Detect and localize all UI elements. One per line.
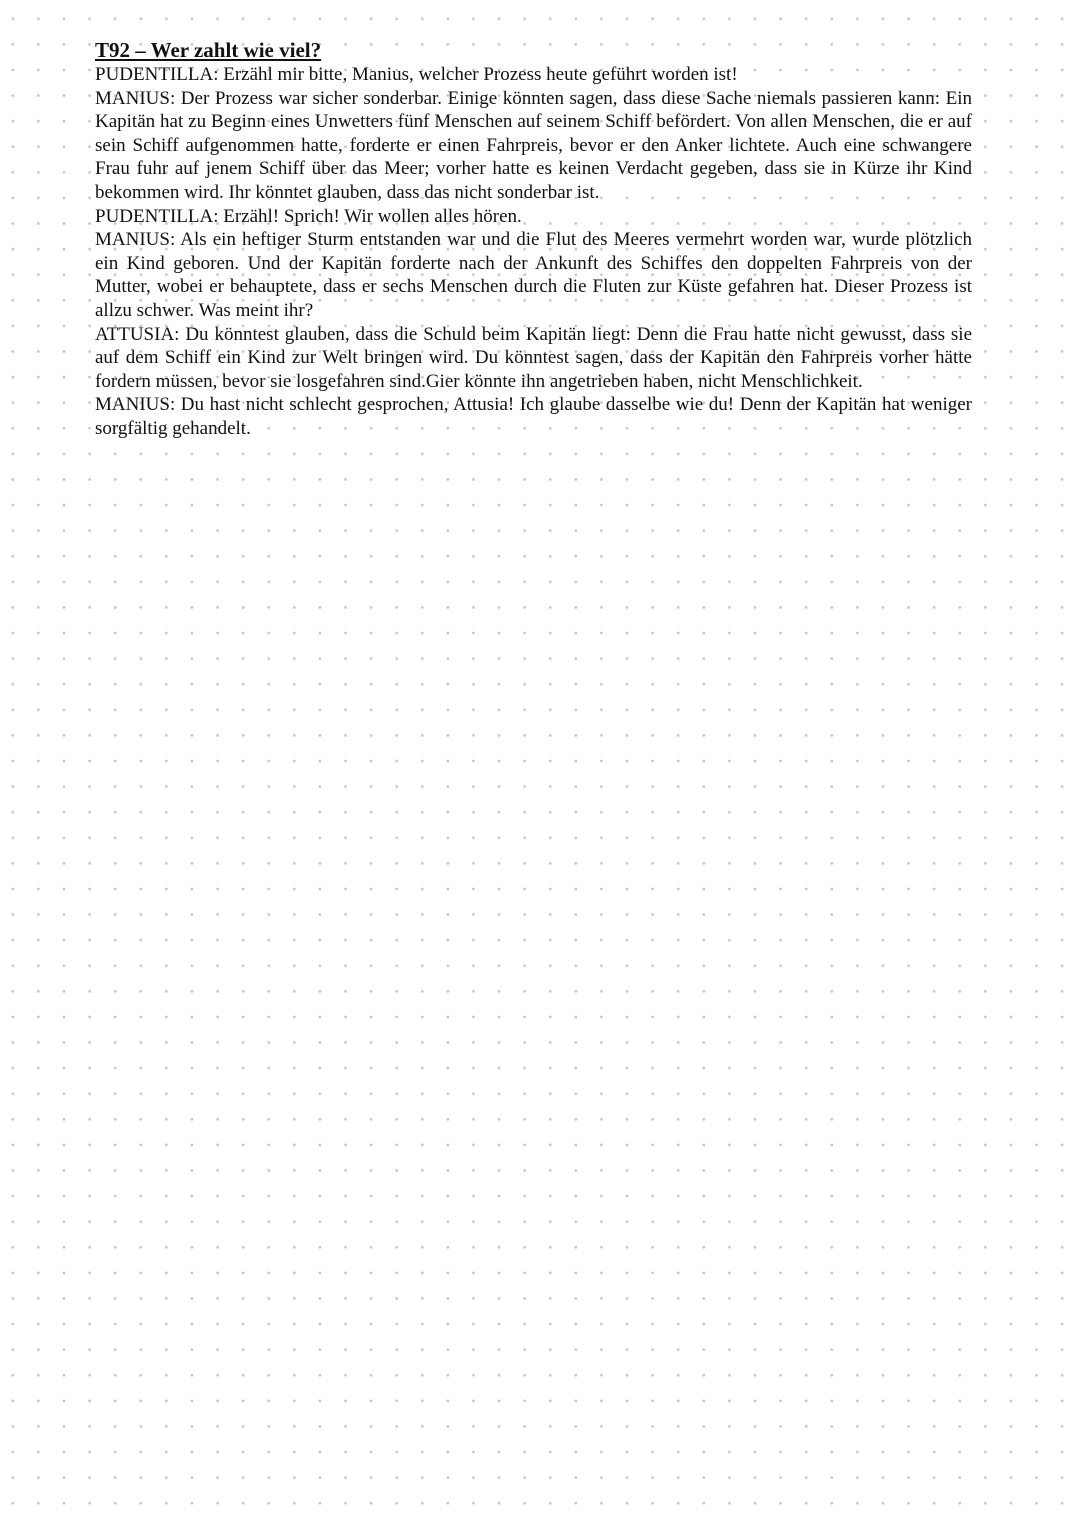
document-body — [95, 37, 972, 441]
dialogue-line-manius-1: MANIUS: Der Prozess war sicher sonderbar. Einige könnten sagen, dass diese Sache niemals passieren kann: Ein Kapitän hat zu Beginn eines Unwetters fünf Menschen auf seinem Schiff befördert. Von allen Menschen, die er auf sein Schiff aufgenommen hatte, forderte er einen Fahrpreis, bevor er den Anker lichtete. Auch eine schwangere Frau fuhr auf jenem Schiff über das Meer; vorher hatte es keinen Verdacht gegeben, dass sie in Kürze ihr Kind bekommen wird. Ihr könntet glauben, dass das nicht sonderbar ist. — [95, 87, 972, 203]
dialogue-line-manius-3: MANIUS: Du hast nicht schlecht gesprochen, Attusia! Ich glaube dasselbe wie du! Denn der Kapitän hat weniger sorgfältig gehandelt. — [95, 394, 972, 439]
document-title: T92 – Wer zahlt wie viel? — [95, 38, 322, 62]
dialogue-line-pudentilla-1: PUDENTILLA: Erzähl mir bitte, Manius, welcher Prozess heute geführt worden ist! — [95, 64, 738, 85]
dialogue-line-pudentilla-2: PUDENTILLA: Erzähl! Sprich! Wir wollen alles hören. — [95, 205, 522, 227]
dialogue-line-attusia-1: ATTUSIA: Du könntest glauben, dass die Schuld beim Kapitän liegt: Denn die Frau hatte nicht gewusst, dass sie auf dem Schiff ein Kind zur Welt bringen wird. Du könntest sagen, dass der Kapitän den Fahrpreis vorher hätte fordern müssen, bevor sie losgefahren sind.Gier könnte ihn angetrieben haben, nicht Menschlichkeit. — [95, 323, 972, 392]
dialogue-line-manius-2: MANIUS: Als ein heftiger Sturm entstanden war und die Flut des Meeres vermehrt worden war, wurde plötzlich ein Kind geboren. Und der Kapitän forderte nach der Ankunft des Schiffes den doppelten Fahrpreis von der Mutter, wobei er behauptete, dass er sechs Menschen durch die Fluten zur Küste gefahren hat. Dieser Prozess ist allzu schwer. Was meint ihr? — [95, 229, 972, 321]
